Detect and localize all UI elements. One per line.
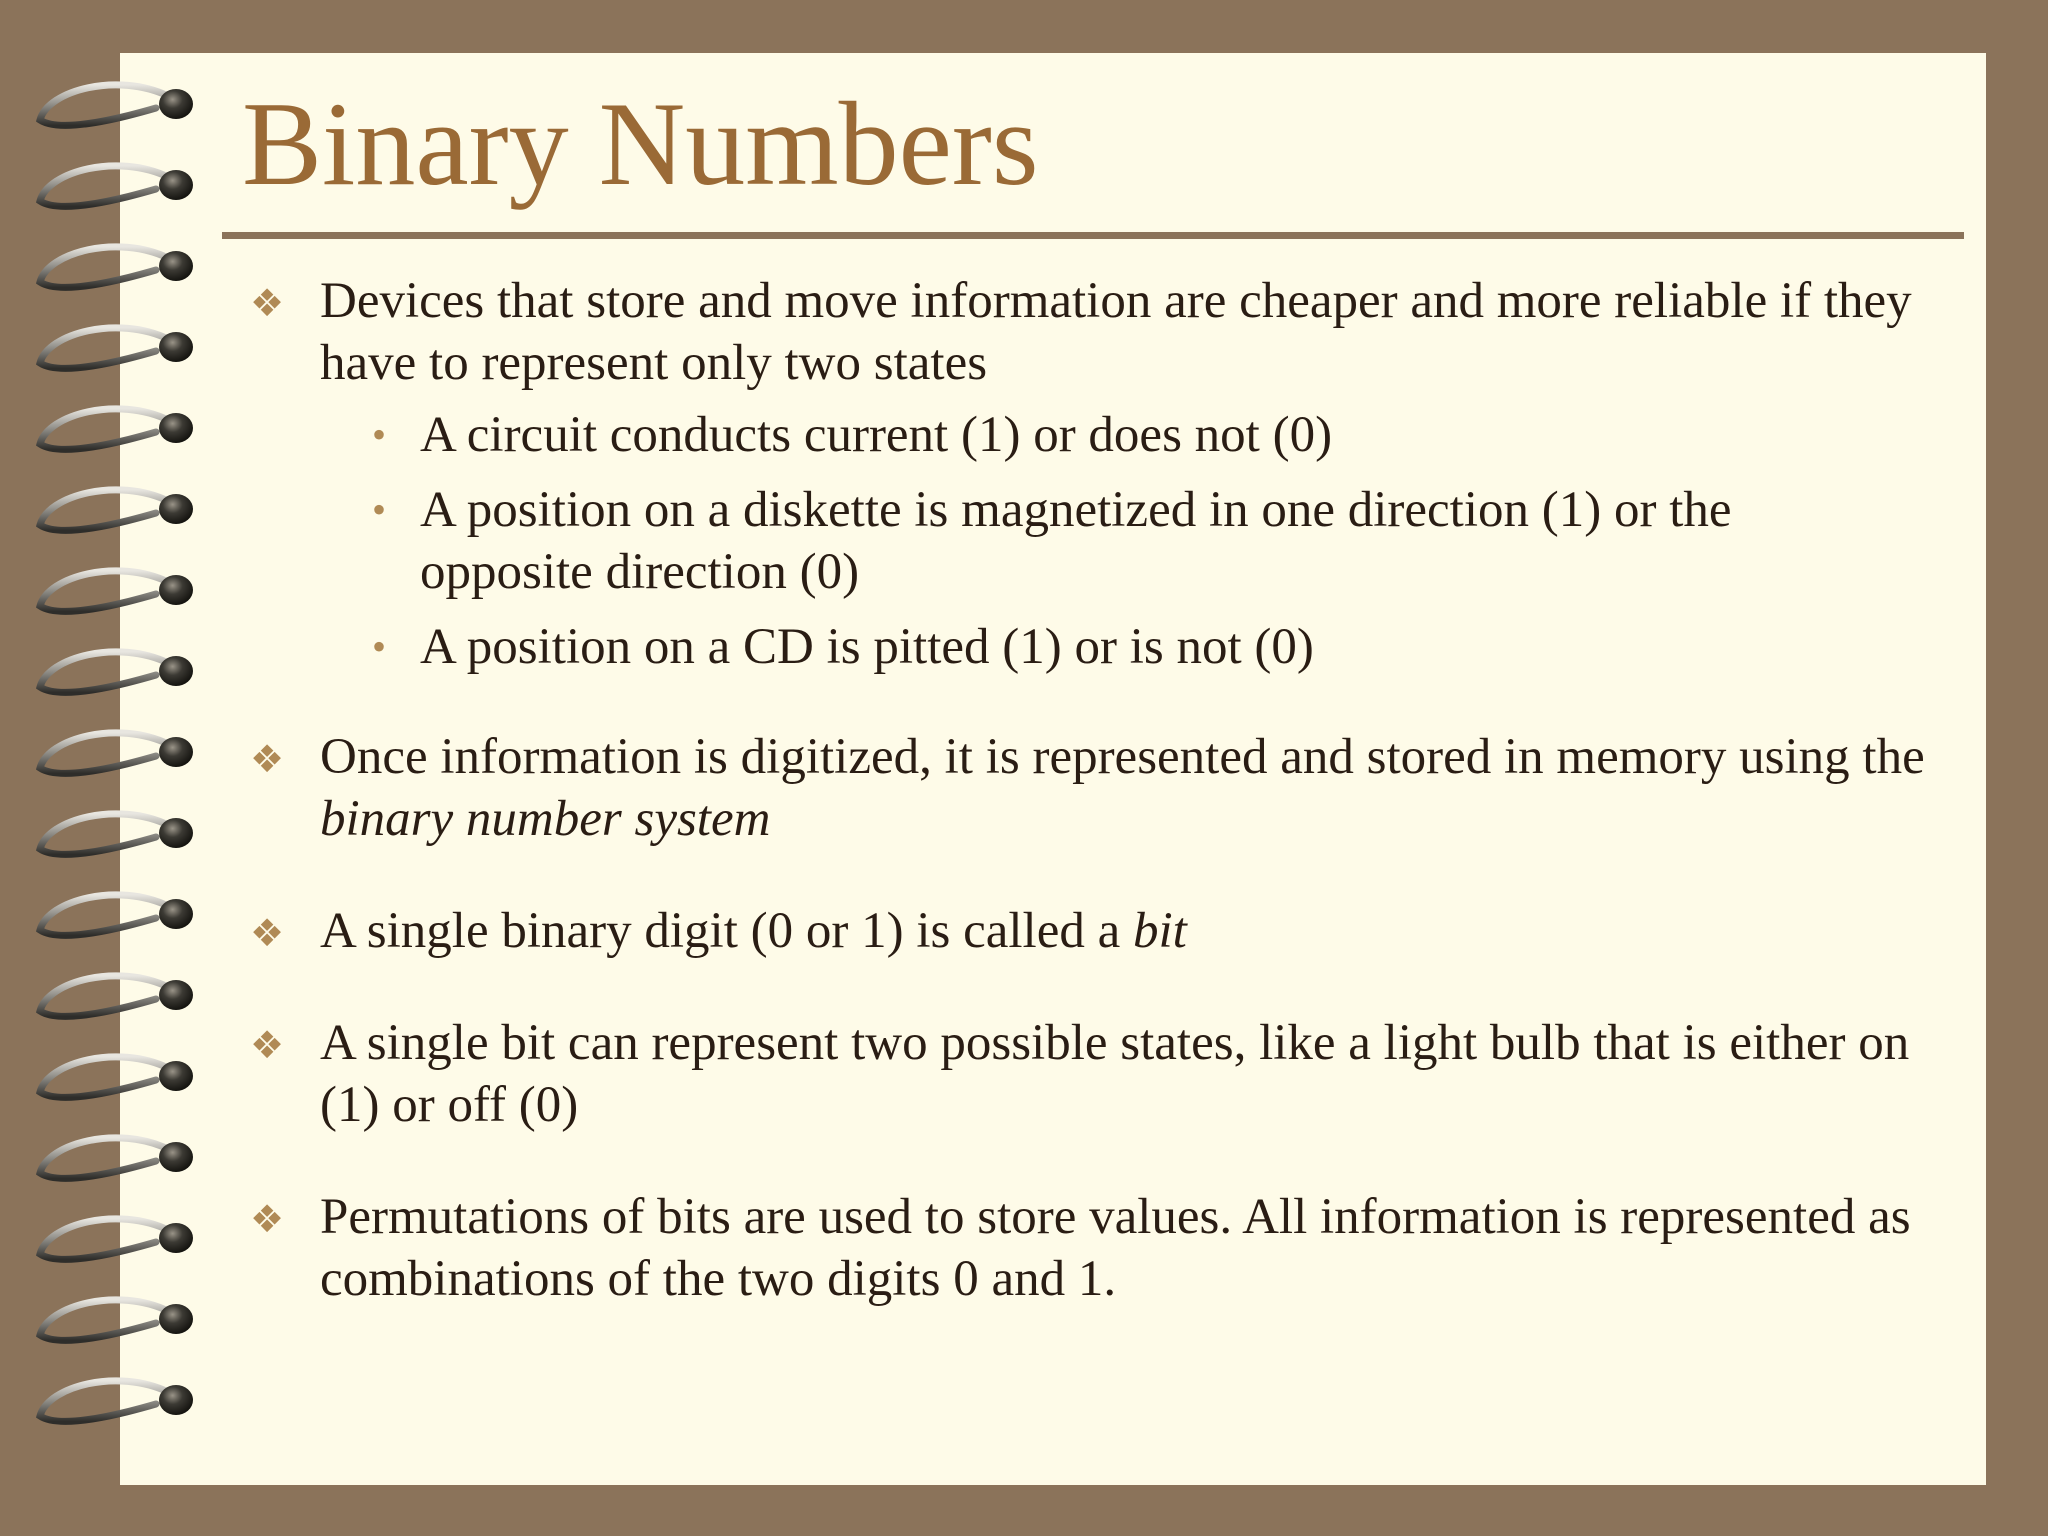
spiral-ring bbox=[40, 166, 193, 206]
bullet-italic-term: binary number system bbox=[320, 791, 771, 847]
bullet-item bbox=[242, 726, 1962, 850]
spiral-ring bbox=[40, 976, 193, 1016]
sub-bullet-item bbox=[372, 404, 1880, 466]
bullet-text: A single binary digit (0 or 1) is called a bbox=[320, 903, 1133, 959]
dot-bullet-icon: • bbox=[372, 624, 387, 669]
spiral-ring bbox=[40, 652, 193, 692]
four-diamond-bullet-icon: ❖ bbox=[250, 281, 285, 325]
slide-title: Binary Numbers bbox=[242, 77, 1039, 210]
dot-bullet-icon: • bbox=[372, 412, 387, 457]
bullet-text: Once information is digitized, it is represented and stored in memory using the bbox=[320, 729, 1925, 785]
sub-bullet-group bbox=[242, 404, 1962, 678]
four-diamond-bullet-icon: ❖ bbox=[250, 737, 285, 781]
title-divider bbox=[222, 232, 1964, 239]
spiral-ring bbox=[40, 571, 193, 611]
spiral-ring bbox=[40, 1300, 193, 1340]
sub-bullet-text: A position on a CD is pitted (1) or is not (0) bbox=[420, 619, 1314, 675]
bullet-item bbox=[242, 1186, 1962, 1310]
bullet-text: Devices that store and move information are cheaper and more reliable if they have to represent only two states bbox=[320, 273, 1912, 391]
bullet-item bbox=[242, 1012, 1962, 1136]
four-diamond-bullet-icon: ❖ bbox=[250, 1023, 285, 1067]
bullet-italic-term: bit bbox=[1133, 903, 1187, 959]
spiral-ring bbox=[40, 1219, 193, 1259]
spiral-ring bbox=[40, 490, 193, 530]
four-diamond-bullet-icon: ❖ bbox=[250, 1197, 285, 1241]
spiral-ring bbox=[40, 247, 193, 287]
spiral-ring bbox=[40, 895, 193, 935]
spiral-ring bbox=[40, 328, 193, 368]
bullet-text: Permutations of bits are used to store values. All information is represented as combinations of the two digits 0 and 1. bbox=[320, 1189, 1911, 1307]
bullet-item bbox=[242, 900, 1962, 962]
spiral-ring bbox=[40, 409, 193, 449]
bullet-list bbox=[242, 270, 1962, 1360]
four-diamond-bullet-icon: ❖ bbox=[250, 911, 285, 955]
sub-bullet-text: A circuit conducts current (1) or does not (0) bbox=[420, 407, 1333, 463]
spiral-ring bbox=[40, 814, 193, 854]
spiral-ring bbox=[40, 1381, 193, 1421]
sub-bullet-item bbox=[372, 616, 1880, 678]
spiral-ring bbox=[40, 85, 193, 125]
spiral-binding bbox=[28, 80, 208, 1480]
spiral-ring bbox=[40, 733, 193, 773]
bullet-item bbox=[242, 270, 1962, 394]
spiral-ring bbox=[40, 1057, 193, 1097]
sub-bullet-text: A position on a diskette is magnetized in one direction (1) or the opposite direction (0) bbox=[420, 482, 1732, 600]
spiral-ring bbox=[40, 1138, 193, 1178]
sub-bullet-list bbox=[372, 404, 1880, 678]
dot-bullet-icon: • bbox=[372, 487, 387, 532]
sub-bullet-item bbox=[372, 479, 1880, 603]
bullet-text: A single bit can represent two possible states, like a light bulb that is either on (1) or off (0) bbox=[320, 1015, 1910, 1133]
